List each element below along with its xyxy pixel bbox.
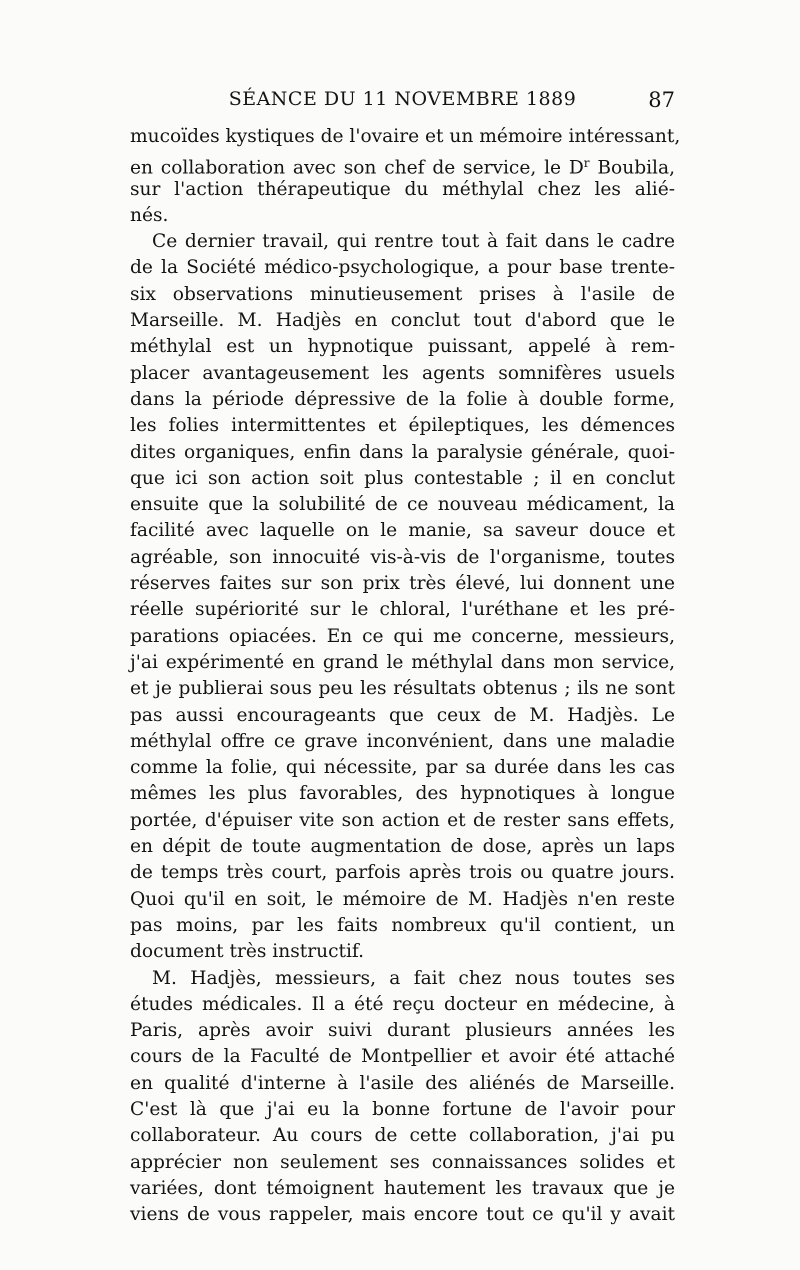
text-line: parations opiacées. En ce qui me concerne, messieurs,: [130, 625, 675, 647]
text-line: j'ai expérimenté en grand le méthylal dans mon service,: [130, 651, 675, 673]
text-line: C'est là que j'ai eu la bonne fortune de l'avoir pour: [130, 1098, 675, 1120]
text-line: cours de la Faculté de Montpellier et avoir été attaché: [130, 1046, 675, 1068]
page-header: [130, 88, 675, 116]
text-line: variées, dont témoignent hautement les travaux que je: [130, 1177, 675, 1199]
text-line: réserves faites sur son prix très élevé, lui donnent une: [130, 573, 675, 595]
text-line: réelle supériorité sur le chloral, l'uréthane et les pré-: [130, 599, 675, 621]
text-line: portée, d'épuiser vite son action et de rester sans effets,: [130, 809, 675, 831]
text-line: de la Société médico-psychologique, a pour base trente-: [130, 257, 675, 279]
text-line: facilité avec laquelle on le manie, sa saveur douce et: [130, 520, 675, 542]
text-line: agréable, son innocuité vis-à-vis de l'organisme, toutes: [130, 546, 675, 568]
text-line: Ce dernier travail, qui rentre tout à fait dans le cadre: [152, 231, 675, 253]
text-line: Paris, après avoir suivi durant plusieurs années les: [130, 1020, 675, 1042]
text-line: méthylal est un hypnotique puissant, appelé à rem-: [130, 336, 675, 358]
text-line: M. Hadjès, messieurs, a fait chez nous toutes ses: [152, 967, 675, 989]
text-line: placer avantageusement les agents somnifères usuels: [130, 362, 675, 384]
text-line: et je publierai sous peu les résultats obtenus ; ils ne sont: [130, 678, 675, 700]
text-line: sur l'action thérapeutique du méthylal chez les alié-: [130, 178, 675, 200]
text-line: ensuite que la solubilité de ce nouveau médicament, la: [130, 494, 675, 516]
text-line: viens de vous rappeler, mais encore tout ce qu'il y avait: [130, 1204, 675, 1226]
running-title: SÉANCE DU 11 NOVEMBRE 1889: [228, 88, 577, 110]
text-line: six observations minutieusement prises à l'asile de: [130, 283, 675, 305]
text-line: les folies intermittentes et épileptiques, les démences: [130, 415, 675, 437]
text-line: en collaboration avec son chef de service, le $D^r$ Boubila,: [130, 156, 675, 179]
text-line: mêmes les plus favorables, des hypnotiques à longue: [130, 783, 675, 805]
page-number: 87: [648, 88, 675, 112]
text-line: en dépit de toute augmentation de dose, après un laps: [130, 836, 675, 858]
text-line: dans la période dépressive de la folie à double forme,: [130, 388, 675, 410]
text-line: Quoi qu'il en soit, le mémoire de M. Hadjès n'en reste: [130, 888, 675, 910]
text-line: en qualité d'interne à l'asile des aliénés de Marseille.: [130, 1072, 675, 1094]
text-line: que ici son action soit plus contestable ; il en conclut: [130, 467, 675, 489]
text-line: pas moins, par les faits nombreux qu'il contient, un: [130, 914, 675, 936]
text-line: Marseille. M. Hadjès en conclut tout d'abord que le: [130, 310, 675, 332]
text-line: nés.: [130, 204, 169, 226]
text-line: mucoïdes kystiques de l'ovaire et un mémoire intéressant,: [130, 126, 681, 147]
text-line: méthylal offre ce grave inconvénient, dans une maladie: [130, 730, 675, 752]
text-line: document très instructif.: [130, 941, 365, 963]
text-line: pas aussi encourageants que ceux de M. Hadjès. Le: [130, 704, 675, 726]
text-line: de temps très court, parfois après trois ou quatre jours.: [130, 862, 675, 884]
text-line: collaborateur. Au cours de cette collaboration, j'ai pu: [130, 1125, 675, 1147]
text-line: dites organiques, enfin dans la paralysie générale, quoi-: [130, 441, 675, 463]
text-line: apprécier non seulement ses connaissances solides et: [130, 1151, 675, 1173]
text-line: comme la folie, qui nécessite, par sa durée dans les cas: [130, 757, 675, 779]
text-line: études médicales. Il a été reçu docteur en médecine, à: [130, 993, 675, 1015]
body-text: [130, 124, 681, 1228]
